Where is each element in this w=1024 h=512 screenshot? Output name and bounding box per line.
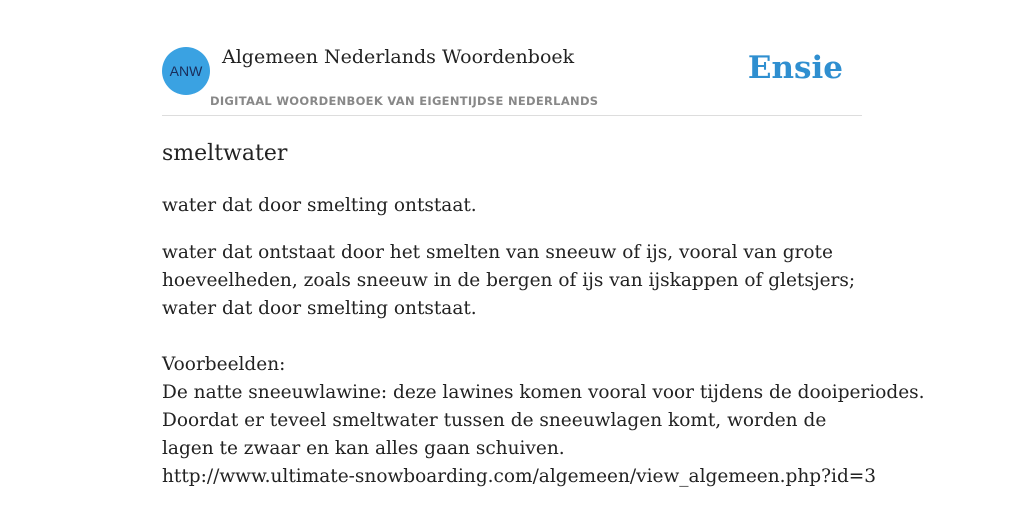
logo-text: ANW <box>169 63 203 79</box>
source-subtitle: DIGITAAL WOORDENBOEK VAN EIGENTIJDSE NEDERLANDS <box>210 94 599 108</box>
ensie-brand-logo[interactable]: Ensie <box>747 50 843 86</box>
example-line: Doordat er teveel smeltwater tussen de sneeuwlagen komt, worden de lagen te zwaar en kan alles gaan schuiven. <box>162 410 827 459</box>
long-definition: water dat ontstaat door het smelten van sneeuw of ijs, vooral van grote hoeveelheden, zoals sneeuw in de bergen of ijs van ijskappen of gletsjers; water dat door smelting ontstaat. <box>162 242 856 319</box>
examples-label: Voorbeelden: <box>162 354 286 375</box>
example-source-link[interactable]: http://www.ultimate-snowboarding.com/algemeen/view_algemeen.php?id=3 <box>162 466 877 487</box>
short-definition: water dat door smelting ontstaat. <box>162 195 477 216</box>
definition-block <box>162 239 925 491</box>
source-title[interactable]: Algemeen Nederlands Woordenboek <box>222 46 575 68</box>
header-divider <box>162 115 862 116</box>
page-title: smeltwater <box>162 141 288 166</box>
anw-logo[interactable] <box>162 47 210 95</box>
example-line: De natte sneeuwlawine: deze lawines komen vooral voor tijdens de dooiperiodes. <box>162 382 925 403</box>
